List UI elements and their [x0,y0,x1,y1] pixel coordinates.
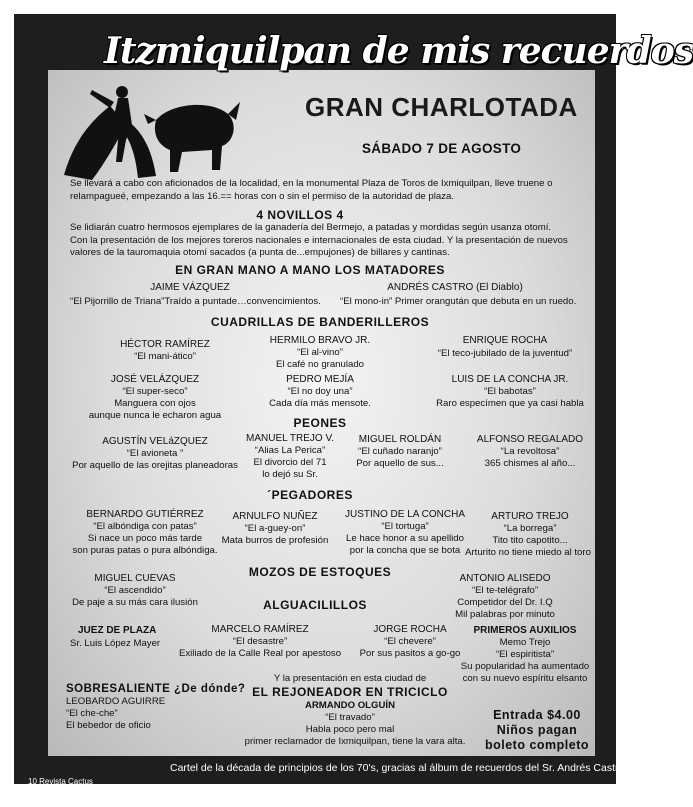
matador-arm [90,90,114,108]
script-title: Itzmiquilpan de mis recuerdos [104,30,693,72]
matador-desc: “El mono-in” Primer orangután que debuta en un ruedo. [340,296,577,307]
peon-desc: El divorcio del 71 [253,457,327,468]
matador-head [116,86,128,98]
banderillero-alias: “El no doy una” [287,386,353,397]
peon-name: AGUSTÍN VELáZQUEZ [102,436,208,447]
pegador-name: BERNARDO GUTIÉRREZ [86,509,204,520]
banderillero-name: HÉCTOR RAMÍREZ [120,339,210,350]
rejoneador-alias: “El travado” [325,712,375,723]
sobresaliente-alias: “El che-che” [66,708,118,719]
pegador-alias: “El albóndiga con patas” [93,521,197,532]
intro-paragraph: Se llevará a cabo con aficionados de la localidad, en la monumental Plaza de Toros de Ixmiquilpan, lleve truene o relampagueé, empezando a las 16.== horas con o sin el permiso de la autoridad de plaza. [70,178,553,202]
banderillero-alias: “El babotas” [484,386,536,397]
matador-desc: “El Pijorrillo de Triana”Traído a puntade…convencimientos. [70,296,321,307]
cape-shape [64,106,126,180]
alguacilillo-alias: “El chevere” [384,636,436,647]
pegador-name: JUSTINO DE LA CONCHA [344,509,466,520]
banderillero-alias: “El teco-jubilado de la juventud” [437,348,573,359]
pegador-desc: Le hace honor a su apellido [346,533,464,544]
alguacilillo-desc: Exiliado de la Calle Real por apestoso [178,648,342,659]
alguacilillo-name: MARCELO RAMÍREZ [211,624,309,635]
peon-name: MIGUEL ROLDÁN [358,434,442,445]
pegador-desc: son puras patas o pura albóndiga. [72,545,218,556]
pegador-alias: “El tortuga” [381,521,429,532]
sobresaliente-name: LEOBARDO AGUIRRE [66,696,166,707]
matador-name: ANDRÉS CASTRO (El Diablo) [387,282,523,293]
bull-body [155,105,234,172]
pegador-alias: “La borrega” [503,523,557,534]
banderillero-desc: El café no granulado [275,359,364,370]
auxilios-desc: Su popularidad ha aumentado [460,661,590,672]
novillos-paragraph: Se lidiarán cuatro hermosos ejemplares de la ganadería del Bermejo, a patadas y mordidas según usanza otomí. Con la presentación de los mejores toreros nacionales e internacionales de esta ciudad. Y la presentación de nuevos valores de la tauromaquia otomí sacados (a punta de...empujones) de billares y cantinas. [70,222,568,258]
alguacilillos-heading: ALGUACILILLOS [263,598,367,612]
rejoneador-intro: Y la presentación en esta ciudad de [273,673,427,684]
matadores-heading: EN GRAN MANO A MANO LOS MATADORES [175,263,445,277]
banderillero-alias: “El super-seco” [122,386,188,397]
banderillero-desc: Manguera con ojos [114,398,196,409]
banderillero-alias: “El al-vino” [297,347,343,358]
auxilios-desc: con su nuevo espíritu elsanto [462,673,588,684]
novillos-heading: 4 NOVILLOS 4 [256,208,344,222]
peon-alias: “El avioneta ” [126,448,184,459]
pegador-desc: por la concha que se bota [349,545,461,556]
banderillero-name: HERMILO BRAVO JR. [269,335,371,346]
photo-caption: Cartel de la década de principios de los 70's, gracias al álbum de recuerdos del Sr. Andrés Castro [170,762,625,774]
peon-name: MANUEL TREJO V. [246,433,334,444]
rejoneador-desc: primer reclamador de Ixmiquilpan, tiene la vara alta. [244,736,466,747]
banderillero-desc: aunque nunca le echaron agua [88,410,222,421]
banderilleros-heading: CUADRILLAS DE BANDERILLEROS [210,315,430,329]
pegador-name: ARTURO TREJO [491,511,569,522]
pegador-desc: Si nace un poco más tarde [87,533,203,544]
estoque-alias: “El te-telégrafo” [471,585,539,596]
pegador-desc: Mata burros de profesión [221,535,329,546]
main-title: GRAN CHARLOTADA [305,92,578,122]
peon-alias: “La revoltosa” [500,446,560,457]
estoque-desc: De paje a su más cara ilusión [72,597,198,608]
estoque-alias: “El ascendido” [104,585,166,596]
sobresaliente-desc: El bebedor de oficio [66,720,151,731]
peon-desc: Por aquello de sus... [356,458,444,469]
auxilios-heading: PRIMEROS AUXILIOS [473,625,577,636]
banderillero-name: JOSÉ VELÁZQUEZ [110,374,200,385]
peon-desc: lo dejó su Sr. [262,469,318,480]
estoques-heading: MOZOS DE ESTOQUES [248,565,392,579]
juez-heading: JUEZ DE PLAZA [78,625,157,636]
estoque-name: MIGUEL CUEVAS [94,573,176,584]
peon-alias: “El cuñado naranjo” [358,446,442,457]
peon-desc: Por aquello de las orejitas planeadoras [72,460,238,471]
peon-alias: “Alias La Perica” [254,445,326,456]
rejoneador-heading: EL REJONEADOR EN TRICICLO [252,685,448,699]
bullfighter-illustration [52,80,242,190]
rejoneador-desc: Habla poco pero mal [305,724,395,735]
event-date: SÁBADO 7 DE AGOSTO [362,141,522,156]
banderillero-name: PEDRO MEJÍA [286,374,354,385]
juez-name: Sr. Luis López Mayer [70,638,161,649]
entrada-price: Entrada $4.00 [493,708,581,722]
banderillero-alias: “El mani-ático” [134,351,196,362]
pegador-desc: Arturito no tiene miedo al toro [465,547,591,558]
peon-name: ALFONSO REGALADO [476,434,584,445]
alguacilillo-desc: Por sus pasitos a go-go [359,648,461,659]
banderillero-desc: Raro especímen que ya casi habla [436,398,584,409]
entrada-note: Niños pagan [496,723,578,737]
auxilios-name: Memo Trejo [499,637,551,648]
pegadores-heading: ´PEGADORES [267,488,353,502]
pegador-name: ARNULFO NUÑEZ [232,511,318,522]
auxilios-alias: “El espiritista” [495,649,555,660]
banderillero-desc: Cada día más mensote. [269,398,371,409]
estoque-name: ANTONIO ALISEDO [459,573,551,584]
alguacilillo-name: JORGE ROCHA [373,624,447,635]
banderillero-name: LUIS DE LA CONCHA JR. [451,374,569,385]
cape-fold [122,120,156,178]
matador-name: JAIME VÁZQUEZ [150,282,230,293]
bull-horn [144,114,156,124]
pegador-desc: Tito tito capotito... [492,535,568,546]
entrada-note: boleto completo [484,738,590,752]
page-number: 10 Revista Cactus [28,777,93,786]
alguacilillo-alias: “El desastre” [232,636,288,647]
rejoneador-name: ARMANDO OLGUÍN [304,700,396,711]
peon-desc: 365 chismes al año... [484,458,576,469]
sobresaliente-heading: SOBRESALIENTE ¿De dónde? [66,683,246,695]
estoque-desc: Competidor del Dr. I.Q [457,597,553,608]
pegador-alias: “El a-guey-on” [244,523,306,534]
estoque-desc: Mil palabras por minuto [455,609,555,620]
banderillero-name: ENRIQUE ROCHA [462,335,548,346]
peones-heading: PEONES [293,416,347,430]
